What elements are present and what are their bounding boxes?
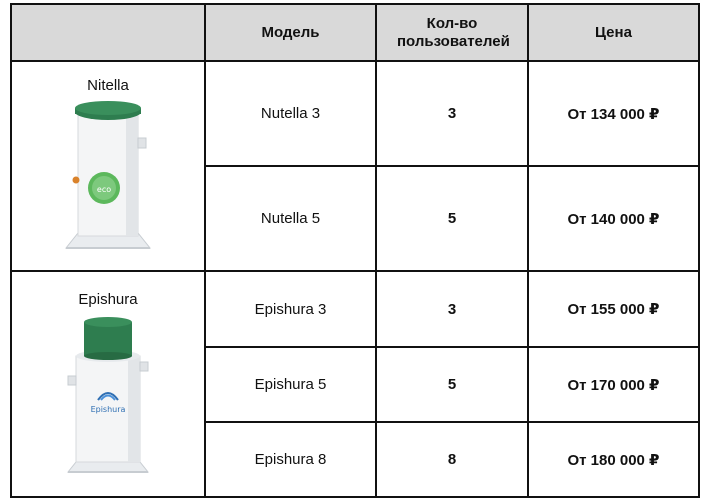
users-cell: 8: [376, 422, 528, 497]
product-cell-nitella: [11, 61, 205, 271]
header-users: [376, 4, 528, 61]
users-cell: 5: [376, 347, 528, 422]
table-header-row: [11, 4, 699, 61]
epishura-septic-tank-image: [58, 312, 158, 480]
svg-text:eco: eco: [96, 184, 112, 194]
header-users-label: Кол-во пользователей: [397, 14, 510, 50]
model-cell: Epishura 3: [205, 271, 376, 347]
price-cell: От 170 000 ₽: [528, 347, 699, 422]
model-cell: Nutella 5: [205, 166, 376, 271]
price-cell: От 155 000 ₽: [528, 271, 699, 347]
header-model: Модель: [205, 4, 376, 61]
table-row: [11, 271, 699, 347]
users-cell: 3: [376, 271, 528, 347]
price-cell: От 180 000 ₽: [528, 422, 699, 497]
product-name: Nitella: [87, 76, 129, 94]
header-image-column: [11, 4, 205, 61]
nitella-septic-tank-image: [58, 98, 158, 258]
users-cell: 3: [376, 61, 528, 166]
header-price: Цена: [528, 4, 699, 61]
model-cell: Nutella 3: [205, 61, 376, 166]
product-name: Epishura: [78, 290, 138, 308]
epishura-brand-text: Epishura: [90, 404, 126, 414]
users-cell: 5: [376, 166, 528, 271]
pricing-table: [10, 3, 700, 498]
model-cell: Epishura 8: [205, 422, 376, 497]
price-cell: От 134 000 ₽: [528, 61, 699, 166]
product-cell-epishura: [11, 271, 205, 497]
model-cell: Epishura 5: [205, 347, 376, 422]
table-row: [11, 61, 699, 166]
price-cell: От 140 000 ₽: [528, 166, 699, 271]
